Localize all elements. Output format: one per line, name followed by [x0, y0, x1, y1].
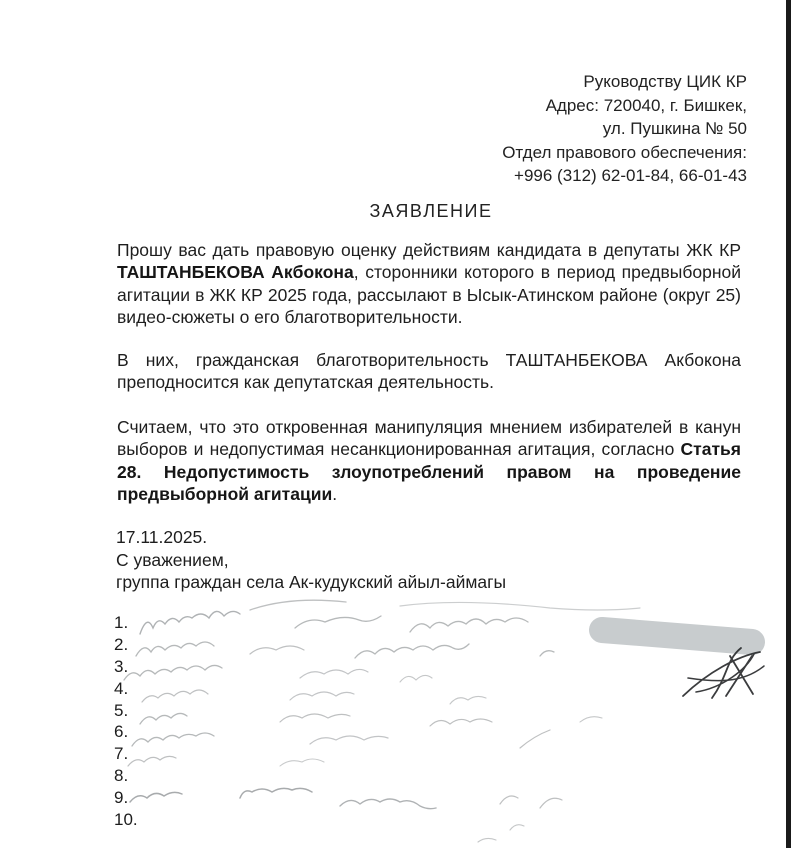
handwriting-stroke — [250, 646, 304, 654]
handwriting-stroke — [400, 602, 640, 610]
handwriting-stroke — [500, 796, 562, 808]
handwriting-stroke — [295, 616, 381, 628]
paragraph-2: В них, гражданская благотворительность ТАШТАНБЕКОВА Акбокона преподносится как депутатская деятельность. — [117, 350, 741, 393]
handwriting-stroke — [478, 838, 496, 842]
handwriting-stroke — [280, 714, 350, 722]
signature-number: 10. — [114, 810, 138, 830]
signature-number: 9. — [114, 788, 129, 808]
candidate-name-bold: ТАШТАНБЕКОВА Акбокона — [117, 262, 354, 283]
signature-number: 4. — [114, 678, 129, 698]
handwriting-stroke — [450, 696, 486, 704]
document-title: ЗАЯВЛЕНИЕ — [369, 201, 493, 221]
paragraph-1-text: Прошу вас дать правовую оценку действиям кандидата в депутаты ЖК КР — [117, 240, 741, 260]
closing-block — [116, 526, 506, 594]
handwriting-stroke — [250, 600, 346, 610]
signature-number: 2. — [114, 634, 129, 654]
recipient-department-line: Отдел правового обеспечения: — [502, 142, 747, 162]
signature-number: 6. — [114, 722, 129, 742]
signature-row — [114, 721, 138, 743]
recipient-block — [502, 70, 747, 188]
signature-row — [114, 787, 138, 809]
signature-list — [114, 612, 138, 831]
handwriting-stroke — [520, 730, 550, 748]
signature-row — [114, 656, 138, 678]
handwriting-stroke — [240, 788, 312, 798]
handwriting-stroke — [290, 692, 354, 700]
recipient-line: Руководству ЦИК КР — [583, 72, 747, 91]
handwriting-stroke — [140, 713, 187, 724]
signature-row — [114, 678, 138, 700]
paragraph-1-text-after: , сторонники которого в период предвыборной агитации в ЖК КР 2025 года, рассылают в Ысык-Атинском районе (округ 25) видео-сюжеты о его благотворительности. — [117, 262, 741, 328]
paragraph-3 — [117, 416, 741, 506]
paragraph-3-text: Считаем, что это откровенная манипуляция мнением избирателей в канун выборов и недопустимая несанкционированная агитация, согласно — [117, 417, 741, 460]
recipient-street-line: ул. Пушкина № 50 — [602, 119, 747, 138]
date-line: 17.11.2025. — [116, 527, 208, 547]
handwriting-stroke — [130, 792, 182, 802]
handwriting-stroke — [136, 642, 214, 656]
signature-row — [114, 765, 138, 787]
handwriting-stroke — [410, 618, 528, 632]
signature-row — [114, 809, 138, 831]
signature-number: 5. — [114, 700, 129, 720]
redaction-mark — [602, 630, 752, 642]
handwriting-stroke — [340, 799, 436, 809]
handwriting-stroke — [580, 717, 602, 722]
paragraph-1 — [117, 239, 741, 329]
handwriting-stroke — [280, 759, 324, 766]
signature-row — [114, 700, 138, 722]
law-article-bold: Статья 28. Недопустимость злоупотреблений правом на проведение предвыборной агитации — [117, 439, 741, 505]
signature-row — [114, 612, 138, 634]
signature-scribble — [683, 648, 764, 698]
handwriting-stroke — [510, 825, 524, 830]
handwriting-stroke — [132, 733, 214, 746]
signatories-line: группа граждан села Ак-кудукский айыл-аймагы — [116, 572, 507, 593]
handwriting-stroke — [400, 675, 432, 682]
paragraph-3-text-after: . — [332, 484, 338, 505]
handwriting-stroke — [430, 719, 492, 726]
handwriting-stroke — [310, 736, 388, 744]
signature-number: 3. — [114, 656, 129, 676]
scan-edge-line — [786, 0, 791, 848]
signature-number: 7. — [114, 744, 129, 764]
handwriting-stroke — [300, 669, 368, 678]
signature-number: 1. — [114, 613, 129, 632]
handwritten-signatures-overlay — [100, 598, 793, 848]
signature-row — [114, 634, 138, 656]
handwriting-stroke — [124, 665, 222, 680]
signature-number: 8. — [114, 766, 129, 786]
handwriting-stroke — [142, 690, 208, 702]
handwriting-stroke — [540, 651, 554, 656]
recipient-address-line: Адрес: 720040, г. Бишкек, — [545, 95, 747, 115]
handwriting-stroke — [140, 611, 240, 634]
recipient-phone-line: +996 (312) 62-01-84, 66-01-43 — [514, 166, 747, 185]
closing-line: С уважением, — [116, 549, 229, 570]
handwriting-stroke — [355, 644, 469, 658]
signature-row — [114, 743, 138, 765]
